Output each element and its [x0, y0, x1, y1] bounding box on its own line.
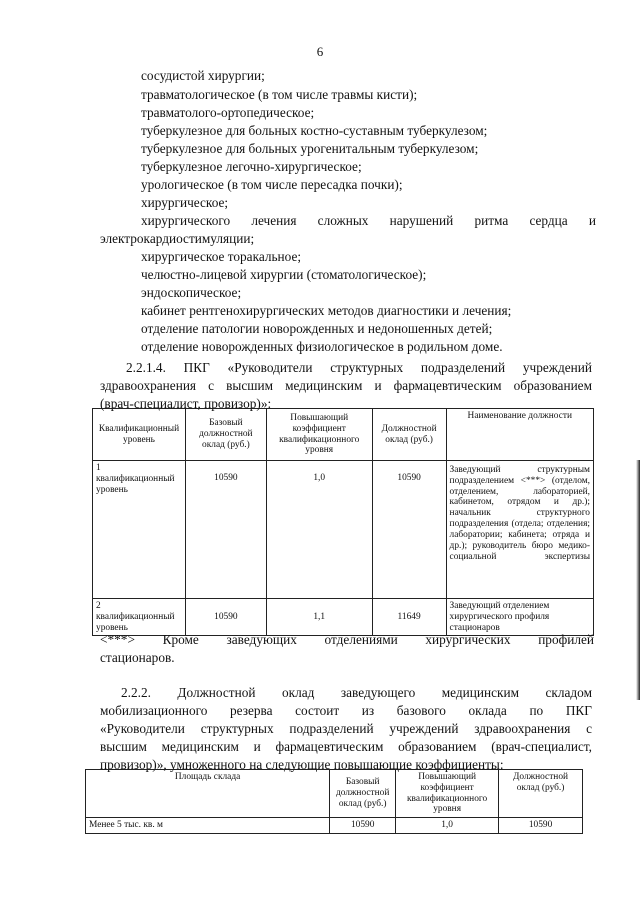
list-item: электрокардиостимуляции;: [100, 231, 255, 246]
cell-coefficient: 1,0: [396, 818, 499, 834]
header-coefficient: Повышающий коэффициент квалификационного уровня: [266, 409, 372, 461]
list-item: туберкулезное для больных костно-суставным туберкулезом;: [141, 123, 488, 138]
list-item: отделение новорожденных физиологическое в родильном доме.: [141, 339, 503, 354]
cell-level: [93, 599, 186, 636]
list-item: кабинет рентгенохирургических методов диагностики и лечения;: [141, 303, 512, 318]
level-label: квалификационный уровень: [96, 473, 175, 495]
cell-coefficient: 1,0: [266, 461, 372, 599]
cell-position: Заведующий структурным подразделением <***> (отделом, отделением, лабораторией, кабинетом, отрядом и др.); начальник структурного подразделения (отдела; отделения; лаборатории; кабинета; отряда и др.); руководитель бюро медико-социальной экспертизы: [446, 461, 593, 599]
cell-coefficient: 1,1: [266, 599, 372, 636]
section-heading-line: 2.2.1.4. ПКГ «Руководители структурных подразделений учреждений: [126, 360, 592, 375]
section-text-line: «Руководители структурных подразделений учреждений здравоохранения с: [100, 721, 592, 736]
section-text-line: 2.2.2. Должностной оклад заведующего медицинским складом: [121, 685, 592, 700]
section-text-line: высшим медицинским и фармацевтическим образованием (врач-специалист,: [100, 739, 592, 754]
header-position: Наименование должности: [446, 409, 593, 461]
list-item: хирургическое торакальное;: [141, 249, 302, 264]
cell-salary: 10590: [499, 818, 583, 834]
scan-edge-shadow: [636, 460, 640, 700]
level-number: 2: [96, 601, 101, 611]
footnote-line: стационаров.: [100, 650, 175, 665]
list-item: отделение патологии новорожденных и недоношенных детей;: [141, 321, 493, 336]
list-item: сосудистой хирургии;: [141, 68, 265, 83]
cell-base-salary: 10590: [330, 818, 396, 834]
level-number: 1: [96, 463, 101, 473]
list-item: туберкулезное для больных урогенитальным туберкулезом;: [141, 141, 479, 156]
table-row: [93, 599, 594, 636]
salary-table-pkg: [92, 408, 594, 636]
header-coefficient: Повышающий коэффициент квалификационного уровня: [396, 770, 499, 818]
page-number: 6: [316, 44, 324, 59]
list-item: травматологическое (в том числе травмы кисти);: [141, 87, 418, 102]
header-base-salary: Базовый должностной оклад (руб.): [185, 409, 266, 461]
section-heading-line: здравоохранения с высшим медицинским и фармацевтическим образованием: [100, 378, 592, 393]
header-salary: Должностной оклад (руб.): [499, 770, 583, 818]
cell-base-salary: 10590: [185, 599, 266, 636]
list-item: эндоскопическое;: [141, 285, 242, 300]
section-heading-line: (врач-специалист, провизор)»:: [100, 396, 272, 411]
list-item: хирургическое;: [141, 195, 229, 210]
header-base-salary: Базовый должностной оклад (руб.): [330, 770, 396, 818]
list-item: травматолого-ортопедическое;: [141, 105, 315, 120]
cell-salary: 10590: [372, 461, 446, 599]
header-salary: Должностной оклад (руб.): [372, 409, 446, 461]
header-level: Квалификационный уровень: [93, 409, 186, 461]
section-text-line: мобилизационного резерва состоит из базового оклада по ПКГ: [100, 703, 592, 718]
list-item: туберкулезное легочно-хирургическое;: [141, 159, 362, 174]
list-item: хирургического лечения сложных нарушений ритма сердца и: [141, 213, 596, 228]
cell-position: Заведующий отделением хирургического профиля стационаров: [446, 599, 593, 636]
list-item: урологическое (в том числе пересадка почки);: [141, 177, 403, 192]
cell-area: Менее 5 тыс. кв. м: [86, 818, 330, 834]
table-row: [93, 461, 594, 599]
warehouse-salary-table: [85, 769, 583, 834]
header-area: Площадь склада: [86, 770, 330, 818]
level-label: квалификационный уровень: [96, 611, 175, 633]
cell-salary: 11649: [372, 599, 446, 636]
footnote-line: <***> Кроме заведующих отделениями хирургических профилей: [100, 632, 594, 647]
cell-base-salary: 10590: [185, 461, 266, 599]
cell-level: [93, 461, 186, 599]
section-text-line: провизор)», умноженного на следующие повышающие коэффициенты:: [100, 757, 504, 772]
list-item: челюстно-лицевой хирургии (стоматологическое);: [141, 267, 427, 282]
table-row: [86, 818, 583, 834]
